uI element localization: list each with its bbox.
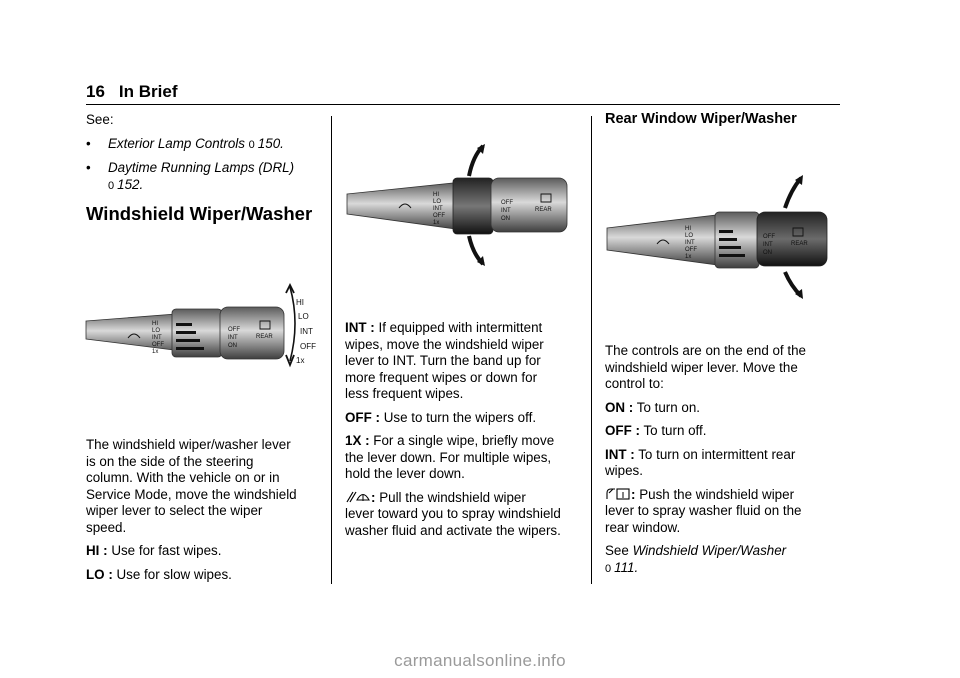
- mark-1x: 1x: [296, 356, 305, 365]
- section-title: In Brief: [118, 82, 178, 101]
- windshield-intro: The windshield wiper/washer lever is on the side of the steering column. With the vehicle on or in Service Mode, move the windshield wiper lever to select the wiper speed. HI : Use for fast wipes. LO : Use for slow wipes.: [86, 437, 326, 590]
- rear-label: REAR: [256, 334, 273, 340]
- mark-lo: LO: [685, 233, 694, 239]
- on-item: ON : To turn on.: [605, 399, 701, 415]
- mark-on: ON: [228, 343, 237, 349]
- see-label: See:: [86, 112, 114, 127]
- wiper-lever-figure-3: [605, 172, 841, 302]
- page-ref-icon: 0: [605, 562, 612, 575]
- mark-off: OFF: [433, 213, 445, 219]
- mark-off: OFF: [763, 234, 775, 240]
- column-divider: [591, 116, 592, 584]
- int-item: INT : To turn on intermittent rear wipes.: [605, 446, 796, 478]
- watermark: carmanualsonline.info: [394, 651, 566, 670]
- position-marks: [296, 298, 316, 365]
- mark-1x: 1x: [685, 254, 692, 260]
- heading-windshield-wiper: Windshield Wiper/Washer: [86, 203, 313, 224]
- see-also: See Windshield Wiper/Washer 0 111.: [605, 543, 787, 575]
- mark-lo: LO: [152, 328, 161, 334]
- page-ref: 111.: [614, 559, 639, 575]
- mark-int: INT: [300, 327, 313, 336]
- bullet-dot: •: [86, 135, 91, 151]
- mark-hi: HI: [152, 321, 158, 327]
- mark-hi: HI: [296, 298, 304, 307]
- header-rule: [86, 104, 840, 105]
- mark-off: OFF: [501, 200, 513, 206]
- mark-1x: 1x: [152, 349, 159, 355]
- column-2-text: [345, 320, 585, 546]
- page-number: 16: [86, 82, 105, 101]
- hi-item: HI : Use for fast wipes.: [86, 543, 222, 558]
- mark-int: INT: [228, 335, 238, 341]
- page-ref-icon: 0: [248, 138, 255, 151]
- rear-washer-icon: [605, 487, 631, 501]
- page-ref: 152.: [117, 176, 144, 192]
- windshield-washer-icon: [345, 490, 371, 504]
- off-item: OFF : Use to turn the wipers off.: [345, 409, 537, 425]
- link-windshield-wiper-washer[interactable]: Windshield Wiper/Washer: [632, 543, 787, 558]
- rear-label: REAR: [535, 207, 552, 213]
- heading-rear-window-wiper: Rear Window Wiper/Washer: [605, 111, 797, 127]
- page-header: [86, 82, 177, 102]
- page-ref: 150.: [257, 135, 284, 151]
- link-daytime-running-lamps[interactable]: Daytime Running Lamps (DRL): [108, 160, 295, 175]
- mark-off: OFF: [152, 342, 164, 348]
- list-item: [86, 136, 326, 154]
- mark-int: INT: [433, 206, 443, 212]
- wiper-lever-figure-2: [345, 142, 581, 268]
- mark-lo: LO: [298, 312, 309, 321]
- off-item: OFF : To turn off.: [605, 423, 707, 438]
- column-1: [86, 112, 326, 201]
- mark-lo: LO: [433, 199, 442, 205]
- bullet-dot: •: [86, 160, 91, 175]
- int-item: INT : If equipped with intermittent wipes, move the windshield wiper lever to INT. Turn the band up for more frequent wipes or down for less frequent wipes.: [345, 320, 544, 401]
- lo-item: LO : Use for slow wipes.: [86, 566, 232, 582]
- list-item: [86, 160, 326, 194]
- mark-int: INT: [501, 208, 511, 214]
- mark-hi: HI: [685, 226, 691, 232]
- washer-item: : Pull the windshield wiper lever toward you to spray windshield washer fluid and activate the wipers.: [345, 489, 561, 538]
- mark-int: INT: [763, 242, 773, 248]
- mark-on: ON: [501, 216, 510, 222]
- rear-intro: The controls are on the end of the windshield wiper lever. Move the control to:: [605, 343, 806, 391]
- wiper-lever-figure-1: [84, 283, 320, 373]
- column-divider: [331, 116, 332, 584]
- link-exterior-lamp-controls[interactable]: Exterior Lamp Controls: [108, 135, 245, 151]
- mark-on: ON: [763, 250, 772, 256]
- page-ref-icon: 0: [108, 179, 115, 192]
- mark-1x: 1x: [433, 220, 440, 226]
- mark-int: INT: [152, 335, 162, 341]
- mark-hi: HI: [433, 192, 439, 198]
- mark-off: OFF: [300, 342, 316, 351]
- rear-washer-item: : Push the windshield wiper lever to spray washer fluid on the rear window.: [605, 486, 802, 535]
- mark-off: OFF: [228, 327, 240, 333]
- mark-int: INT: [685, 240, 695, 246]
- rear-label: REAR: [791, 241, 808, 247]
- 1x-item: 1X : For a single wipe, briefly move the lever down. For multiple wipes, hold the lever down.: [345, 433, 555, 481]
- mark-off: OFF: [685, 247, 697, 253]
- column-3-text: [605, 343, 845, 584]
